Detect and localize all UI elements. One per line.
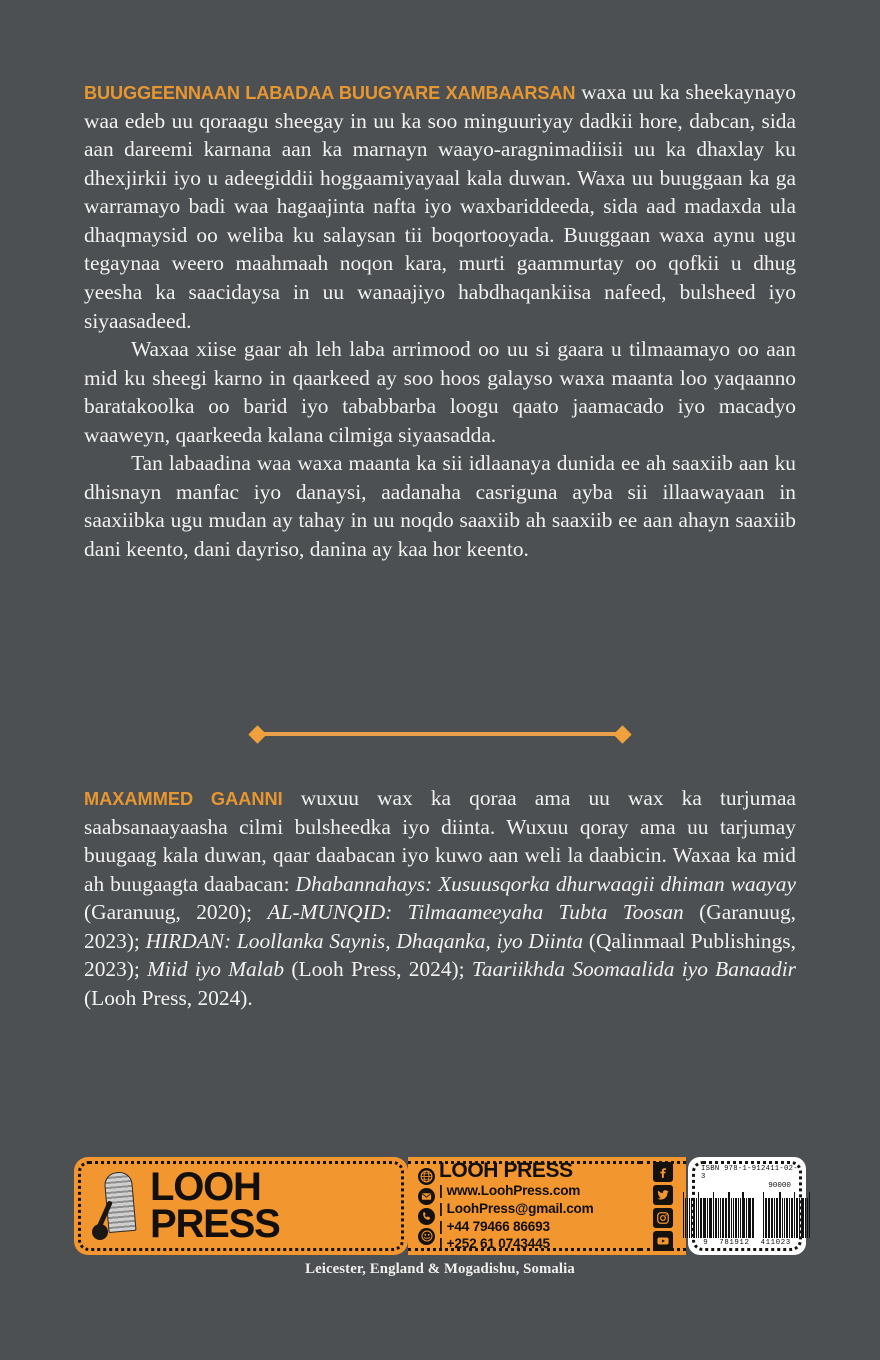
book-entry-publisher: (Garanuug, 2020); — [84, 900, 268, 925]
contact-icon-column — [408, 1168, 439, 1245]
stone-tablet-and-pen-icon — [90, 1170, 146, 1242]
book-entry-title: AL-MUNQID: Tilmaameeyaha Tubta Toosan — [267, 900, 684, 925]
section-divider — [0, 718, 880, 750]
contact-icon — [418, 1228, 435, 1245]
publisher-contact-card — [408, 1157, 640, 1255]
book-entry-title: Miid iyo Malab — [147, 957, 285, 982]
author-bio-intro: wuxuu wax ka qoraa ama uu wax ka turjumaa saabsanaayaasha cilmi bulsheedka iyo diinta. Wuxuu qoray ama uu tarjumay buugaag kala duwan, qaar daabacan iyo kuwo aan weli la daabicin. Waxaa ka mid ah buugaagta daabacan: — [84, 786, 796, 896]
isbn-barcode-card — [688, 1157, 806, 1255]
phone-icon — [418, 1208, 435, 1225]
book-entry-title: Dhabannahays: Xusuusqorka dhurwaagii dhiman waayay — [295, 871, 796, 896]
barcode-bars — [683, 1192, 810, 1238]
barcode-digit-left: 9 — [703, 1239, 709, 1247]
phone-uk-line[interactable] — [439, 1218, 594, 1236]
blurb-paragraph-1-text: waxa uu ka sheekaynayo waa edeb uu qoraagu sheegay in uu ka soo minguuriyay dadkii hore, dabcan, sida aan dareemi karnana aan ka marnayn waayo-aragnimadiisii uu ka dhaxlay ku dhexjirkii iyo u adeegiddii hoggaamiyayaal kala duwan. Waxa uu buuggaan ka ga warramayo badi waa hagaajinta nafta iyo waxbariddeeda, sida aad madaxda ula dhaqmaysid oo weliba ku salaysan tii boqortooyada. Buuggaan waxa aynu ugu tegaynaa weero maahmaah noqon kara, murti gaammurtay oo qofkii u dhug yeesha ka saacidaysa in uu wanaajiyo habdhaqankiisa nafeed, bulsheed iyo siyaasadeed. — [84, 80, 797, 333]
book-entry-publisher: (Garanuug, 2023); — [84, 900, 796, 953]
phone-somalia-line[interactable] — [439, 1235, 594, 1253]
separator: | — [439, 1236, 443, 1252]
book-title-highlight: BUUGGEENNAAN LABADAA BUUGYARE XAMBAARSAN — [84, 83, 576, 103]
separator: | — [439, 1218, 443, 1234]
book-entry-publisher: (Looh Press, 2024). — [84, 985, 253, 1010]
publisher-strip — [74, 1157, 806, 1255]
barcode-digits — [703, 1239, 791, 1247]
author-bio — [84, 784, 796, 1013]
publisher-contact-lines — [439, 1159, 594, 1253]
book-entry-title: Taariikhda Soomaalida iyo Banaadir — [471, 957, 796, 982]
globe-icon — [418, 1168, 435, 1185]
divider-line — [262, 732, 618, 736]
instagram-icon[interactable] — [653, 1208, 673, 1228]
publisher-name: LOOH PRESS — [439, 1158, 573, 1182]
publisher-footer — [0, 1157, 880, 1278]
website-line[interactable] — [439, 1182, 594, 1200]
blurb-paragraph-3: Tan labaadina waa waxa maanta ka sii idlaanaya dunida ee ah saaxiib aan ku dhisnayn manfac iyo danaysi, aadanaha casriguna ayba sii illaawayaan in saaxiibka ugu mudan ay tahay in uu noqdo saaxiib ah saaxiib ee aan ahayn saaxiib dani keento, dani dayriso, danina ay kaa hor keento. — [84, 451, 796, 561]
author-name-highlight: MAXAMMED GAANNI — [84, 789, 283, 809]
barcode-digit-mid: 781912 — [719, 1239, 750, 1247]
envelope-icon — [418, 1188, 435, 1205]
diamond-left-icon — [248, 725, 266, 743]
wordmark-line-2: PRESS — [150, 1202, 280, 1246]
imprint-location: Leicester, England & Mogadishu, Somalia — [305, 1261, 575, 1277]
email-text: LoohPress@gmail.com — [446, 1201, 594, 1217]
phone-somalia-text: +252 61 0743445 — [446, 1236, 550, 1252]
twitter-icon[interactable] — [653, 1185, 673, 1205]
social-links-card — [640, 1157, 686, 1255]
email-line[interactable] — [439, 1200, 594, 1218]
phone-uk-text: +44 79466 86693 — [446, 1218, 550, 1234]
youtube-icon[interactable] — [653, 1231, 673, 1251]
wordmark-line-1: LOOH — [150, 1165, 261, 1210]
looh-press-logo-card — [74, 1157, 408, 1255]
website-text: www.LoohPress.com — [446, 1183, 581, 1199]
price-code: 90000 — [768, 1182, 791, 1190]
isbn-label: ISBN 978-1-912411-02-3 — [701, 1165, 798, 1181]
blurb-paragraph-2: Waxaa xiise gaar ah leh laba arrimood oo uu si gaara u tilmaamayo oo aan mid ku sheegi karno in qaarkeed ay soo hoos galayso waxa maanta loo yaqaanno baratakoolka oo barid iyo tababbarba loogu qaato jaamacado iyo macadyo waaweyn, qaarkeeda kalana cilmiga siyaasadda. — [84, 337, 796, 447]
author-bio-paragraph — [84, 784, 796, 1013]
looh-press-wordmark — [150, 1165, 280, 1246]
book-entry-publisher: (Qalinmaal Publishings, 2023); — [84, 928, 796, 982]
ornamental-rule — [251, 728, 629, 741]
book-entry-publisher: (Looh Press, 2024); — [284, 957, 472, 982]
diamond-right-icon — [613, 725, 631, 743]
facebook-icon[interactable] — [653, 1162, 673, 1182]
separator: | — [439, 1201, 443, 1217]
book-entry-title: HIRDAN: Loollanka Saynis, Dhaqanka, iyo Diinta — [145, 928, 584, 953]
pen-nib-icon — [92, 1224, 108, 1240]
barcode-digit-right: 411023 — [760, 1239, 791, 1247]
blurb-paragraph-1 — [84, 78, 796, 335]
separator: | — [439, 1183, 443, 1199]
book-blurb — [84, 78, 796, 564]
